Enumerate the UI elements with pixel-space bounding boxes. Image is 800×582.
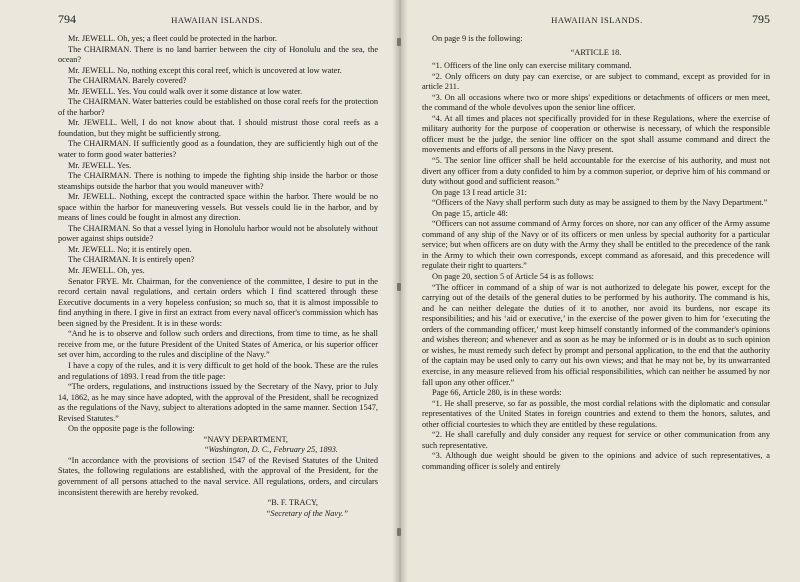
paragraph: Page 66, Article 280, is in these words:	[432, 388, 562, 398]
paragraph: On page 15, article 48:	[432, 208, 508, 218]
right-running-title: HAWAIIAN ISLANDS.	[551, 15, 643, 25]
signature-title: “Secretary of the Navy.”	[265, 508, 348, 518]
paragraph: The CHAIRMAN. Barely covered?	[68, 76, 187, 86]
left-page-number: 794	[58, 12, 76, 26]
paragraph: Senator FRYE. Mr. Chairman, for the convenience of the committee, I desire to put in the record certain naval regulations, and certain orders which I find scattered through these Executive documents in a very hopeless confusion; so much so, that it is almost impossible to find anything in there. I give in first an extract from every naval officer's commission which has been signed by the President. It is in these words:	[58, 276, 378, 328]
paragraph: “2. He shall carefully and duly consider any request for service or other communication from any such representative.	[422, 430, 770, 450]
paragraph: On page 13 I read article 31:	[432, 187, 527, 197]
paragraph: Mr. JEWELL. No; it is entirely open.	[68, 244, 192, 254]
paragraph: “Officers of the Navy shall perform such duty as may be assigned to them by the Navy Department.”	[432, 198, 768, 208]
paragraph: “1. Officers of the line only can exercise military command.	[432, 61, 632, 71]
paragraph: The CHAIRMAN. There is nothing to impede the fighting ship inside the harbor or those steamships outside the harbor that you would maneuver with?	[58, 171, 378, 191]
paragraph: Mr. JEWELL. Yes. You could walk over it some distance at low water.	[68, 86, 303, 96]
letterhead-place-date: “Washington, D. C., February 25, 1893.	[203, 445, 338, 455]
binding-stitch	[397, 528, 401, 536]
paragraph: The CHAIRMAN. So that a vessel lying in Honolulu harbor would not be absolutely without power against ships outside?	[58, 223, 378, 244]
paragraph: “The officer in command of a ship of war is not authorized to delegate his power, except for the carrying out of the details of the general duties to be performed by his authority. The command is his, and he can neither delegate the duties of it to another, nor avoid its burdens, nor escape its responsibilities; and his ‘aid or executive,’ in the exercise of the power given to him for ‘executing the orders of the commanding officer,’ must keep himself constantly informed of the commander's opinions and wishes thereon; and whenever and as soon as he may be informed or is in doubt as to such opinion or wishes, he must remedy such defect by prompt and personal application, to the end that the authority of the captain may be used only to carry out his own views; and that he may not be, by its unwarranted exercise, in any measure relieved from his official responsibilities, which can neither be assumed by nor fall upon any other officer.”	[422, 282, 770, 387]
paragraph: Mr. JEWELL. Nothing, except the contracted space within the harbor. There would be no space within the harbor for maneuvering vessels. But vessels could lie in the harbor, and by means of lines could be fought in almost any direction.	[58, 192, 378, 223]
paragraph: On page 9 is the following:	[432, 34, 523, 43]
right-page-header	[422, 12, 770, 27]
paragraph: The CHAIRMAN. If sufficiently good as a foundation, they are sufficiently high out of the water to form good water batteries?	[58, 139, 378, 160]
paragraph: On the opposite page is the following:	[68, 424, 195, 434]
right-page-number: 795	[752, 12, 770, 26]
binding-stitch	[397, 38, 401, 46]
paragraph: “5. The senior line officer shall be held accountable for the exercise of his authority, and must not divert any officer from a duty confided to him by a common superior, or deprive him of his command or duty without good and sufficient reason.”	[422, 156, 770, 187]
paragraph: The CHAIRMAN. There is no land barrier between the city of Honolulu and the sea, the ocean?	[58, 44, 378, 65]
paragraph: “The orders, regulations, and instructions issued by the Secretary of the Navy, prior to July 14, 1862, as he may since have adopted, with the approval of the President, shall be recognized as the regulations of the Navy, subject to alterations adopted in the same manner. Section 1547, Revised Statutes.”	[58, 382, 378, 423]
signature-name: “B. F. TRACY,	[267, 498, 318, 508]
paragraph: Mr. JEWELL. Well, I do not know about that. I should mistrust those coral reefs as a foundation, but they might be sufficiently strong.	[58, 118, 378, 138]
paragraph: “3. On all occasions where two or more ships' expeditions or detachments of officers or men meet, the command of the whole devolves upon the senior line officer.	[422, 92, 770, 113]
left-page-header	[58, 12, 378, 27]
paragraph: Mr. JEWELL. Oh, yes; a fleet could be protected in the harbor.	[68, 34, 277, 43]
paragraph: Mr. JEWELL. Oh, yes.	[68, 266, 145, 276]
paragraph: “3. Although due weight should be given to the opinions and advice of such representatives, a commanding officer is solely and entirely	[422, 451, 770, 471]
paragraph: Mr. JEWELL. No, nothing except this coral reef, which is uncovered at low water.	[68, 65, 342, 75]
left-running-title: HAWAIIAN ISLANDS.	[171, 15, 263, 25]
paragraph: “2. Only officers on duty pay can exercise, or are subject to command, except as provided for in article 211.	[422, 71, 770, 92]
paragraph: The CHAIRMAN. It is entirely open?	[68, 255, 195, 265]
paragraph: Mr. JEWELL. Yes.	[68, 160, 132, 170]
paragraph: “1. He shall preserve, so far as possible, the most cordial relations with the diplomatic and consular representatives of the United States in foreign countries and extend to them the honors, salutes, and other official courtesies to which they are entitled by these regulations.	[422, 398, 770, 429]
article-heading: “ARTICLE 18.	[570, 47, 622, 57]
paragraph: “Officers can not assume command of Army forces on shore, nor can any officer of the Army assume command of any ship of the Navy or of its officers or men unless by special authority for a particular service; but when officers are on duty with the Army they shall be entitled to the precedence of the rank in the Army to which their own corresponds, except command as aforesaid, and this precedence will regulate their right to quarters.”	[422, 219, 770, 271]
binding-stitch	[397, 283, 401, 291]
paragraph: “4. At all times and places not specifically provided for in these Regulations, where the exercise of military authority for the purpose of cooperation or otherwise is necessary, of which the responsible officer must be the judge, the senior line officer on the spot shall assume command and direct the movements and efforts of all persons in the Navy present.	[422, 113, 770, 155]
letterhead-department: “NAVY DEPARTMENT,	[203, 434, 288, 444]
right-page-text	[422, 34, 770, 472]
paragraph: On page 20, section 5 of Article 54 is as follows:	[432, 272, 594, 282]
right-page	[400, 0, 800, 582]
paragraph: The CHAIRMAN. Water batteries could be established on those coral reefs for the protection of the harbor?	[58, 97, 378, 117]
book-gutter	[392, 0, 408, 582]
paragraph: “And he is to observe and follow such orders and directions, from time to time, as he shall receive from me, or the future President of the United States of America, or his superior officer set over him, according to the rules and discipline of the Navy.”	[58, 329, 378, 360]
left-page-text	[58, 34, 378, 519]
paragraph: “In accordance with the provisions of section 1547 of the Revised Statutes of the United States, the following regulations are established, with the approval of the President, for the government of all persons attached to the naval service. All regulations, orders, and circulars inconsistent therewith are hereby revoked.	[58, 455, 378, 497]
paragraph: I have a copy of the rules, and it is very difficult to get hold of the book. These are the rules and regulations of 1893. I read from the title page:	[58, 360, 378, 381]
